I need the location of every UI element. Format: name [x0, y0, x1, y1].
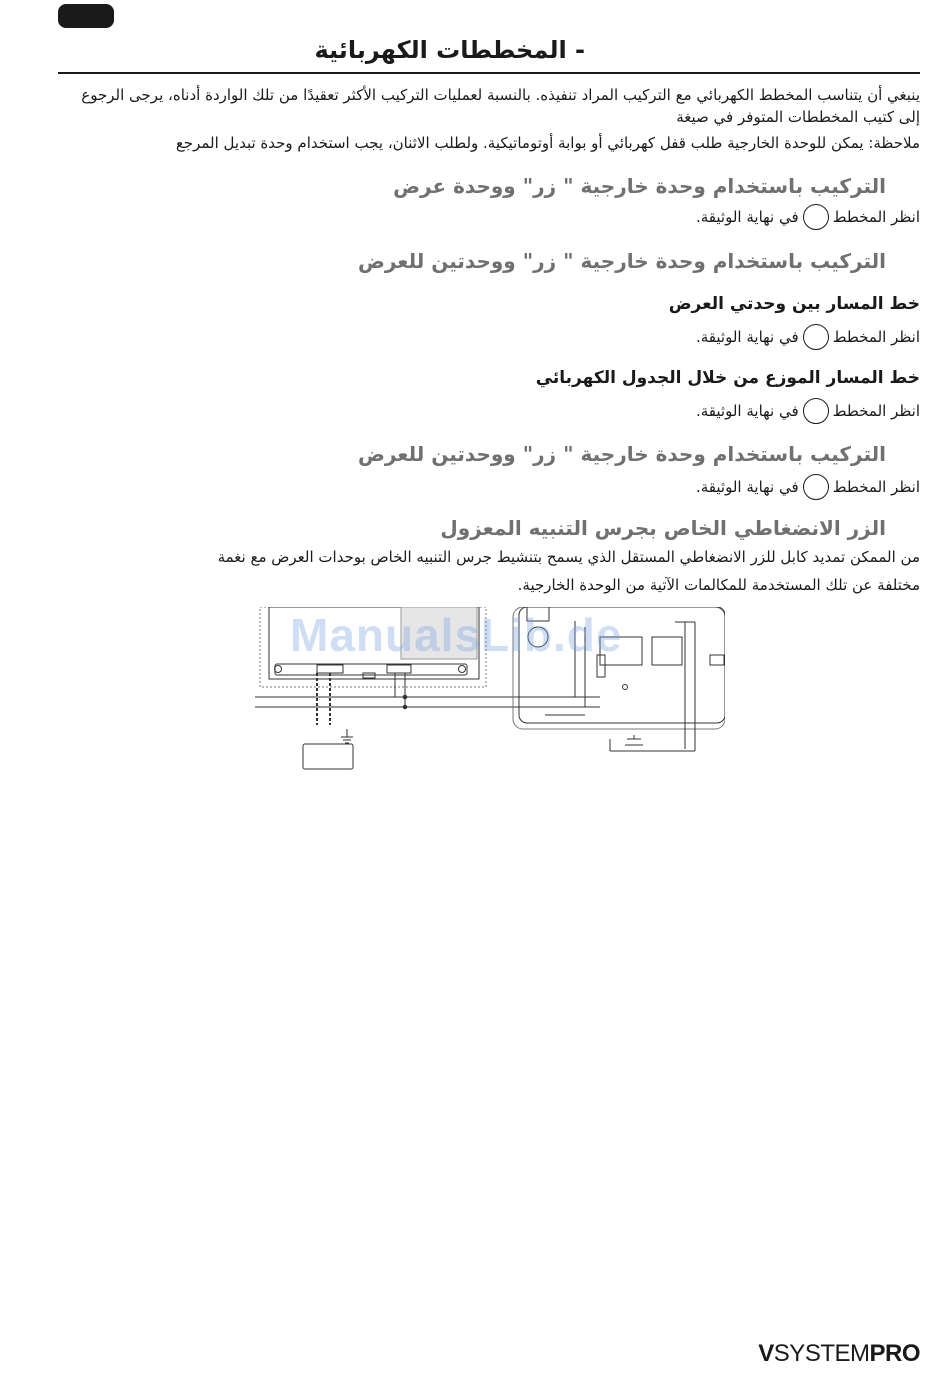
reference-prefix: انظر المخطط — [832, 208, 920, 226]
reference-prefix: انظر المخطط — [832, 328, 920, 346]
section-1-heading: التركيب باستخدام وحدة خارجية " زر" ووحدة عرض — [393, 174, 886, 198]
diagram-ref-circle — [803, 398, 829, 424]
diagram-ref-circle — [803, 324, 829, 350]
diagram-ref-circle — [803, 474, 829, 500]
section-2-heading: التركيب باستخدام وحدة خارجية " زر" ووحدتين للعرض — [357, 249, 886, 273]
section-2a-heading: خط المسار بين وحدتي العرض — [668, 294, 920, 314]
reference-suffix: في نهاية الوثيقة. — [696, 328, 799, 346]
section-3-reference — [696, 474, 920, 500]
page-number-tab — [58, 4, 114, 28]
terminal-block-right — [387, 665, 411, 673]
reference-suffix: في نهاية الوثيقة. — [696, 208, 799, 226]
section-1-reference — [696, 204, 920, 230]
section-2b-reference — [696, 398, 920, 424]
screw-right-icon — [459, 666, 466, 673]
terminal-block-left — [317, 665, 343, 673]
watermark: ManualsLib.de — [290, 609, 623, 661]
page-title: - المخططات الكهربائية — [314, 36, 585, 64]
reference-prefix: انظر المخطط — [832, 402, 920, 420]
reference-suffix: في نهاية الوثيقة. — [696, 402, 799, 420]
reference-prefix: انظر المخطط — [832, 478, 920, 496]
terminal-block — [652, 637, 682, 665]
screw-left-icon — [275, 666, 282, 673]
section-2a-reference — [696, 324, 920, 350]
dip-switch — [710, 655, 724, 665]
push-button-box — [303, 744, 353, 769]
brand-logo: VSYSTEMPRO — [758, 1340, 920, 1367]
intro-line-1: ينبغي أن يتناسب المخطط الكهربائي مع التركيب المراد تنفيذه. بالنسبة لعمليات التركيب الأكثر تعقيدًا من تلك الواردة أدناه، يرجى الرجوع — [81, 86, 920, 104]
diagram-ref-circle — [803, 204, 829, 230]
title-divider — [58, 72, 920, 74]
led-icon — [623, 685, 628, 690]
section-2b-heading: خط المسار الموزع من خلال الجدول الكهربائي — [535, 368, 920, 388]
section-4-heading: الزر الانضغاطي الخاص بجرس التنبيه المعزول — [440, 516, 886, 540]
intro-note: ملاحظة: يمكن للوحدة الخارجية طلب قفل كهربائي أو بوابة أوتوماتيكية. ولطلب الاثنان، يجب استخدام وحدة تبديل المرجع — [175, 134, 920, 152]
section-3-heading: التركيب باستخدام وحدة خارجية " زر" ووحدتين للعرض — [357, 442, 886, 466]
section-4-line-2: مختلفة عن تلك المستخدمة للمكالمات الآتية من الوحدة الخارجية. — [517, 576, 920, 594]
intro-line-2: إلى كتيب المخططات المتوفر في صيغة — [676, 108, 920, 126]
section-4-line-1: من الممكن تمديد كابل للزر الانضغاطي المستقل الذي يسمح بتنشيط جرس التنبيه الخاص بوحدات العرض مع نغمة — [217, 548, 920, 566]
reference-suffix: في نهاية الوثيقة. — [696, 478, 799, 496]
